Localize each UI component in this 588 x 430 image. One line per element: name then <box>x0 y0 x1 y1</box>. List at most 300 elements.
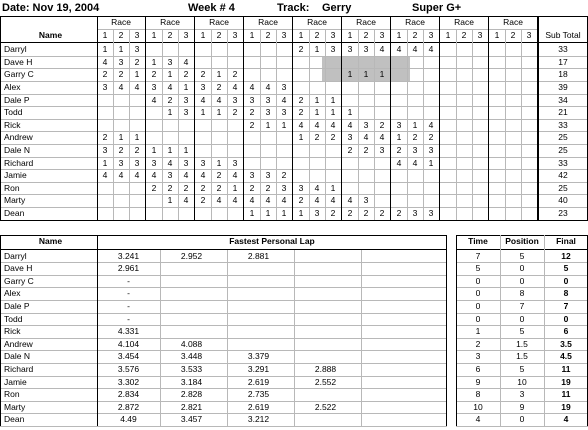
racer-name: Marty <box>4 401 26 412</box>
racer-name: Dave H <box>4 263 33 274</box>
grid-line <box>0 313 447 314</box>
run-result <box>440 119 456 132</box>
run-number-header: 2 <box>216 29 222 40</box>
run-result: 3 <box>347 44 353 55</box>
run-result: 4 <box>347 195 353 206</box>
racer-name: Dale N <box>4 145 30 155</box>
run-result <box>146 106 162 119</box>
subtotal-value: 17 <box>558 56 568 67</box>
run-result: 4 <box>281 94 287 105</box>
grid-line <box>0 131 588 132</box>
grid-line <box>0 16 1 220</box>
run-number-header: 1 <box>396 29 402 40</box>
event-name: Super G+ <box>412 2 462 14</box>
grid-line <box>309 29 310 220</box>
grid-line <box>97 16 98 220</box>
run-result <box>472 194 488 207</box>
lap-time-value: 3.184 <box>180 376 203 387</box>
run-result: 4 <box>167 82 173 92</box>
lap-time-value: 2.619 <box>247 401 270 412</box>
grid-line <box>0 207 588 208</box>
run-result <box>146 43 162 56</box>
run-result: 4 <box>396 157 402 168</box>
run-result <box>325 157 341 170</box>
grid-line <box>407 29 408 220</box>
grid-line <box>325 29 326 220</box>
racer-name: Alex <box>4 288 21 299</box>
grid-line <box>538 16 539 220</box>
grid-line <box>0 249 447 250</box>
time-points-value: 0 <box>475 288 481 299</box>
grid-line <box>456 287 588 288</box>
run-result: 2 <box>200 182 206 193</box>
grid-line <box>0 376 447 377</box>
final-score-value: 3.5 <box>560 338 572 349</box>
run-result <box>342 157 358 170</box>
grid-line <box>178 29 179 220</box>
run-result <box>146 119 162 132</box>
run-result <box>374 106 390 119</box>
run-result: 4 <box>428 44 434 55</box>
race-header-6: Race <box>356 17 376 27</box>
run-number-header: 3 <box>232 29 238 40</box>
lap-time-value <box>227 338 290 351</box>
run-result <box>472 207 488 220</box>
run-result <box>129 207 145 220</box>
run-result: 1 <box>314 44 320 55</box>
run-result <box>374 81 390 94</box>
grid-line <box>113 29 114 220</box>
subtotal-value: 40 <box>558 195 568 206</box>
position-points-value: 0 <box>519 313 525 324</box>
run-result <box>423 68 439 81</box>
racer-name: Andrew <box>4 338 33 349</box>
run-result: 3 <box>134 157 140 168</box>
run-result: 2 <box>363 145 369 155</box>
run-result <box>456 106 472 119</box>
run-result: 1 <box>314 94 320 105</box>
run-result: 4 <box>183 195 189 206</box>
lap-time-value <box>294 262 357 275</box>
run-result: 3 <box>167 170 173 181</box>
run-result <box>391 94 407 107</box>
run-result: 3 <box>134 44 140 55</box>
grid-line <box>0 144 588 145</box>
grid-line <box>456 300 588 301</box>
final-score-value: 6 <box>563 326 569 337</box>
run-result: 3 <box>412 208 418 218</box>
run-result: 2 <box>298 94 304 105</box>
lap-time-value <box>294 388 357 401</box>
run-result: 4 <box>183 56 189 67</box>
lap-time-value <box>227 287 290 300</box>
run-number-header: 1 <box>249 29 255 40</box>
run-result <box>97 94 113 107</box>
lap-time-value: 4.49 <box>120 414 137 425</box>
time-points-value: 9 <box>475 376 481 387</box>
racer-name: Garry C <box>4 275 34 286</box>
racer-name: Jamie <box>4 170 27 181</box>
run-result: 3 <box>102 145 108 155</box>
grid-line <box>0 287 447 288</box>
lap-time-value: 3.379 <box>247 351 270 362</box>
subtotal-value: 25 <box>558 132 568 143</box>
run-result <box>309 56 325 69</box>
run-result <box>423 56 439 69</box>
run-result: 3 <box>183 107 189 118</box>
run-result <box>472 182 488 195</box>
grid-line <box>194 16 195 220</box>
grid-line <box>374 29 375 220</box>
grid-line <box>227 29 228 220</box>
grid-line <box>456 388 588 389</box>
run-result <box>276 56 292 69</box>
run-result: 2 <box>428 132 434 143</box>
run-result: 2 <box>200 69 206 80</box>
run-result: 4 <box>216 195 222 206</box>
run-result: 2 <box>216 170 222 181</box>
grid-line <box>361 250 362 426</box>
run-result <box>293 144 309 157</box>
run-result <box>97 119 113 132</box>
run-result: 4 <box>396 44 402 55</box>
run-result <box>456 144 472 157</box>
final-score-value: 19 <box>561 376 571 387</box>
run-result <box>374 169 390 182</box>
run-result <box>244 157 260 170</box>
run-result: 2 <box>396 208 402 218</box>
run-result <box>456 68 472 81</box>
grid-line <box>0 157 588 158</box>
run-result: 3 <box>281 182 287 193</box>
grid-line <box>544 235 545 426</box>
run-result <box>293 68 309 81</box>
run-result: 2 <box>379 119 385 130</box>
racer-name: Dean <box>4 208 25 218</box>
run-number-header: 3 <box>330 29 336 40</box>
run-result: 2 <box>412 132 418 143</box>
run-number-header: 2 <box>118 29 124 40</box>
run-result: 2 <box>167 182 173 193</box>
run-result: 2 <box>151 182 157 193</box>
run-result <box>146 194 162 207</box>
position-points-value: 5 <box>519 364 525 374</box>
run-result <box>113 194 129 207</box>
run-result <box>423 81 439 94</box>
run-result <box>456 182 472 195</box>
lap-time-value: 2.821 <box>180 401 203 412</box>
run-result: 3 <box>232 94 238 105</box>
subtotal-value: 23 <box>558 208 568 218</box>
subtotal-column-header: Sub Total <box>545 29 581 40</box>
racer-name: Richard <box>4 364 34 374</box>
grid-line <box>0 194 588 195</box>
subtotal-value: 34 <box>558 94 568 105</box>
run-result: 3 <box>118 157 124 168</box>
run-number-header: 2 <box>314 29 320 40</box>
grid-line <box>0 220 588 221</box>
run-result: 2 <box>200 195 206 206</box>
run-result <box>407 81 423 94</box>
lap-time-value <box>160 262 223 275</box>
run-result <box>374 182 390 195</box>
grid-line <box>0 81 588 82</box>
subtotal-value: 33 <box>558 157 568 168</box>
run-result <box>423 94 439 107</box>
run-result: 3 <box>232 157 238 168</box>
run-result <box>407 182 423 195</box>
final-score-value: 5 <box>563 263 569 274</box>
time-points-value: 0 <box>475 313 481 324</box>
run-result <box>456 131 472 144</box>
final-column-header: Final <box>556 236 576 246</box>
run-result: 3 <box>396 119 402 130</box>
run-result <box>113 207 129 220</box>
time-points-value: 0 <box>475 275 481 286</box>
grid-line <box>227 250 228 426</box>
run-result: 1 <box>167 145 173 155</box>
run-result <box>129 119 145 132</box>
run-result <box>342 94 358 107</box>
racer-name: Todd <box>4 107 23 118</box>
run-result <box>391 68 407 81</box>
subtotal-value: 42 <box>558 170 568 181</box>
time-points-value: 5 <box>475 263 481 274</box>
run-result: 3 <box>363 119 369 130</box>
lap-time-value: - <box>127 313 130 324</box>
run-result: 1 <box>200 107 206 118</box>
lap-time-value <box>227 325 290 338</box>
grid-line <box>456 350 588 351</box>
run-result: 2 <box>265 182 271 193</box>
time-points-value: 6 <box>475 364 481 374</box>
run-result: 3 <box>363 44 369 55</box>
week-label: Week # 4 <box>188 2 235 14</box>
run-result <box>472 119 488 132</box>
run-result: 4 <box>412 44 418 55</box>
run-result: 4 <box>314 195 320 206</box>
run-result: 4 <box>134 82 140 92</box>
run-result <box>472 106 488 119</box>
position-points-value: 10 <box>517 376 527 387</box>
run-result <box>472 94 488 107</box>
run-result <box>440 182 456 195</box>
run-result: 2 <box>396 145 402 155</box>
lap-time-value <box>294 350 357 363</box>
run-result: 1 <box>363 69 369 80</box>
run-result: 4 <box>167 157 173 168</box>
final-score-value: 7 <box>563 301 569 311</box>
run-result: 3 <box>314 208 320 218</box>
run-result <box>195 144 211 157</box>
run-result <box>293 157 309 170</box>
run-result: 4 <box>232 170 238 181</box>
run-result: 3 <box>412 145 418 155</box>
run-result <box>440 131 456 144</box>
run-result: 4 <box>379 44 385 55</box>
run-result <box>325 81 341 94</box>
run-result: 2 <box>281 170 287 181</box>
run-number-header: 1 <box>494 29 500 40</box>
grid-line <box>0 56 588 57</box>
run-number-header: 3 <box>134 29 140 40</box>
run-result <box>211 56 227 69</box>
grid-line <box>390 16 391 220</box>
run-result <box>309 81 325 94</box>
run-result <box>407 68 423 81</box>
grid-line <box>456 29 457 220</box>
run-result <box>358 106 374 119</box>
run-result <box>260 43 276 56</box>
run-result <box>162 119 178 132</box>
run-result <box>244 68 260 81</box>
grid-line <box>456 235 588 236</box>
run-result: 4 <box>314 119 320 130</box>
run-result <box>293 56 309 69</box>
run-result: 2 <box>347 145 353 155</box>
run-result: 3 <box>265 94 271 105</box>
grid-line <box>0 401 447 402</box>
lap-time-value <box>294 313 357 326</box>
run-result <box>227 119 243 132</box>
lap-time-value: 3.448 <box>180 351 203 362</box>
run-result: 1 <box>396 132 402 143</box>
run-result <box>211 119 227 132</box>
racer-name: Dale N <box>4 351 30 362</box>
run-result: 2 <box>134 56 140 67</box>
grid-line <box>472 29 473 220</box>
lap-time-value: 3.533 <box>180 364 203 374</box>
run-result: 4 <box>102 56 108 67</box>
grid-line <box>0 94 588 95</box>
time-points-value: 1 <box>475 326 481 337</box>
run-result: 3 <box>298 182 304 193</box>
run-number-header: 2 <box>167 29 173 40</box>
position-points-value: 8 <box>519 288 525 299</box>
run-result <box>456 94 472 107</box>
run-result <box>195 207 211 220</box>
run-result: 4 <box>200 94 206 105</box>
grid-line <box>423 29 424 220</box>
position-points-value: 0 <box>519 275 525 286</box>
run-number-header: 2 <box>510 29 516 40</box>
run-result <box>162 131 178 144</box>
final-score-value: 11 <box>561 364 571 374</box>
run-result <box>244 144 260 157</box>
run-result <box>325 144 341 157</box>
fastest-lap-header: Fastest Personal Lap <box>229 236 315 246</box>
grid-line <box>294 250 295 426</box>
grid-line <box>456 413 588 414</box>
run-number-header: 2 <box>265 29 271 40</box>
run-result <box>456 43 472 56</box>
run-result <box>472 157 488 170</box>
run-result <box>227 144 243 157</box>
racer-name: Rick <box>4 119 21 130</box>
run-result <box>97 106 113 119</box>
run-result: 2 <box>330 132 336 143</box>
run-result: 4 <box>118 170 124 181</box>
run-result: 1 <box>330 182 336 193</box>
grid-line <box>0 68 588 69</box>
racer-name: Dale P <box>4 94 30 105</box>
grid-line <box>0 182 588 183</box>
grid-line <box>0 235 447 236</box>
lap-time-value <box>294 413 357 426</box>
run-result <box>227 207 243 220</box>
race-header-3: Race <box>209 17 229 27</box>
lap-time-value: 3.454 <box>117 351 140 362</box>
run-result: 2 <box>363 208 369 218</box>
lap-time-value <box>227 275 290 288</box>
run-result: 3 <box>265 170 271 181</box>
run-result <box>440 68 456 81</box>
run-result: 2 <box>151 69 157 80</box>
run-result: 2 <box>298 107 304 118</box>
grid-line <box>0 338 447 339</box>
run-result: 3 <box>118 56 124 67</box>
run-result <box>407 194 423 207</box>
race-header-4: Race <box>258 17 278 27</box>
run-result <box>276 157 292 170</box>
run-result <box>293 169 309 182</box>
run-result: 3 <box>183 157 189 168</box>
grid-line <box>439 16 440 220</box>
run-result <box>440 94 456 107</box>
racer-name: Dale P <box>4 301 30 311</box>
run-result <box>472 169 488 182</box>
run-number-header: 3 <box>477 29 483 40</box>
track-label: Track: <box>277 2 310 14</box>
subtotal-value: 25 <box>558 182 568 193</box>
lap-time-value: 3.457 <box>180 414 203 425</box>
grid-line <box>0 119 588 120</box>
run-result: 4 <box>216 94 222 105</box>
run-result: 1 <box>151 145 157 155</box>
run-result: 1 <box>118 44 124 55</box>
lap-time-value: 2.888 <box>314 364 337 374</box>
lap-time-value: 2.552 <box>314 376 337 387</box>
final-score-value: 4 <box>563 414 569 425</box>
run-result: 2 <box>134 145 140 155</box>
run-result <box>440 157 456 170</box>
run-result <box>276 144 292 157</box>
run-result: 2 <box>216 182 222 193</box>
lap-time-value <box>160 325 223 338</box>
run-result: 1 <box>265 208 271 218</box>
run-result: 2 <box>298 44 304 55</box>
run-result: 3 <box>379 145 385 155</box>
grid-line <box>162 29 163 220</box>
run-result: 1 <box>183 145 189 155</box>
grid-line <box>341 16 342 220</box>
run-result: 3 <box>200 82 206 92</box>
run-result <box>358 169 374 182</box>
lap-time-value: 2.619 <box>247 376 270 387</box>
grid-line <box>0 388 447 389</box>
time-points-value: 10 <box>473 401 483 412</box>
racer-name: Todd <box>4 313 23 324</box>
run-result <box>440 144 456 157</box>
run-result: 4 <box>200 170 206 181</box>
run-result: 1 <box>265 119 271 130</box>
position-points-value: 5 <box>519 250 525 261</box>
run-result: 2 <box>249 107 255 118</box>
run-result <box>113 119 129 132</box>
run-result <box>325 169 341 182</box>
run-result: 4 <box>151 94 157 105</box>
run-result: 2 <box>167 94 173 105</box>
